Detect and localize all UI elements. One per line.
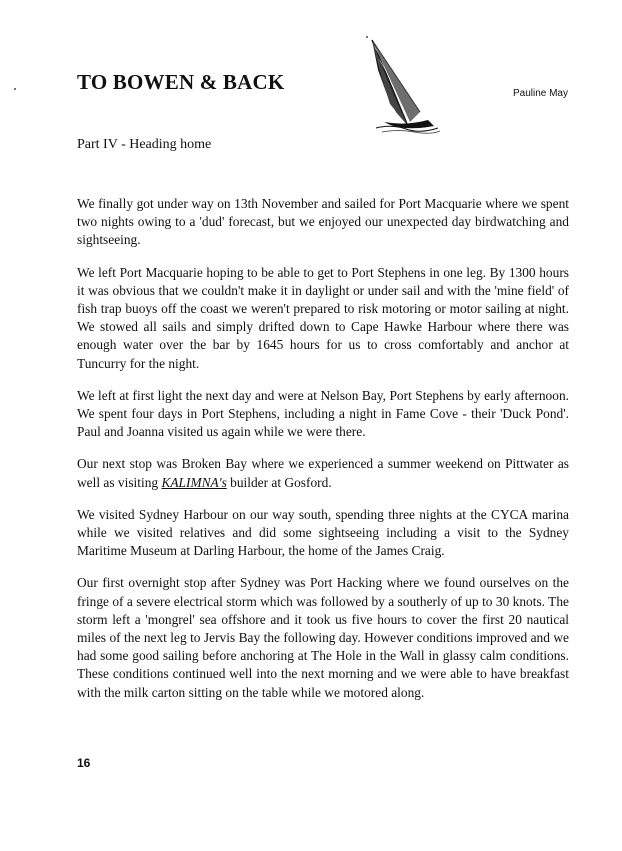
author-name: Pauline May [512,88,568,99]
paragraph: We left Port Macquarie hoping to be able to get to Port Stephens in one leg. By 1300 hours it was obvious that we couldn't make it in daylight or under sail and with the 'mine field' of fish trap buoys off the coast we weren't prepared to risk motoring or motor sailing at night. We stowed all sails and simply drifted down to Cape Hawke Harbour where there was enough water over the bar by 1645 hours for us to cross comfortably and anchor at Tuncurry for the night. [77,264,569,371]
paragraph: We left at first light the next day and were at Nelson Bay, Port Stephens by early afternoon. We spent four days in Port Stephens, including a night in Fame Cove - their 'Duck Pond'. Paul and Joanna visited us again while we were there. [77,387,569,440]
page-number: 16 [77,756,91,770]
paragraph: We finally got under way on 13th November and sailed for Port Macquarie where we spent two nights owing to a 'dud' forecast, but we enjoyed our unexpected day birdwatching and sightseeing. [77,196,569,248]
paragraph: Our first overnight stop after Sydney was Port Hacking where we found ourselves on the fringe of a severe electrical storm which was followed by a southerly of up to 30 knots. The storm left a 'mongrel' sea offshore and it took us five hours to cover the first 20 nautical miles of the next leg to Jervis Bay the following day. However conditions improved and we had some good sailing before anchoring at The Hole in the Wall in glassy calm conditions. These conditions continued well into the next morning and we were able to have breakfast with the milk carton sitting on the table while we motored along. [77,575,569,700]
paragraph-text: builder at Gosford. [226,474,332,490]
sailboat-icon [362,34,442,134]
paragraph: We visited Sydney Harbour on our way south, spending three nights at the CYCA marina while we visited relatives and did some sightseeing including a visit to the Sydney Maritime Museum at Darling Harbour, the home of the James Craig. [77,506,569,559]
paragraph [77,455,569,491]
article-title: TO BOWEN & BACK [77,70,285,94]
scan-speck [366,36,368,38]
scan-speck [14,88,16,90]
article-body [77,195,569,716]
article-subtitle: Part IV - Heading home [77,137,212,152]
paragraph-text: Our next stop was Broken Bay where we experienced a summer weekend on Pittwater as well as visiting [77,456,569,490]
boat-name: KALIMNA's [161,474,227,490]
